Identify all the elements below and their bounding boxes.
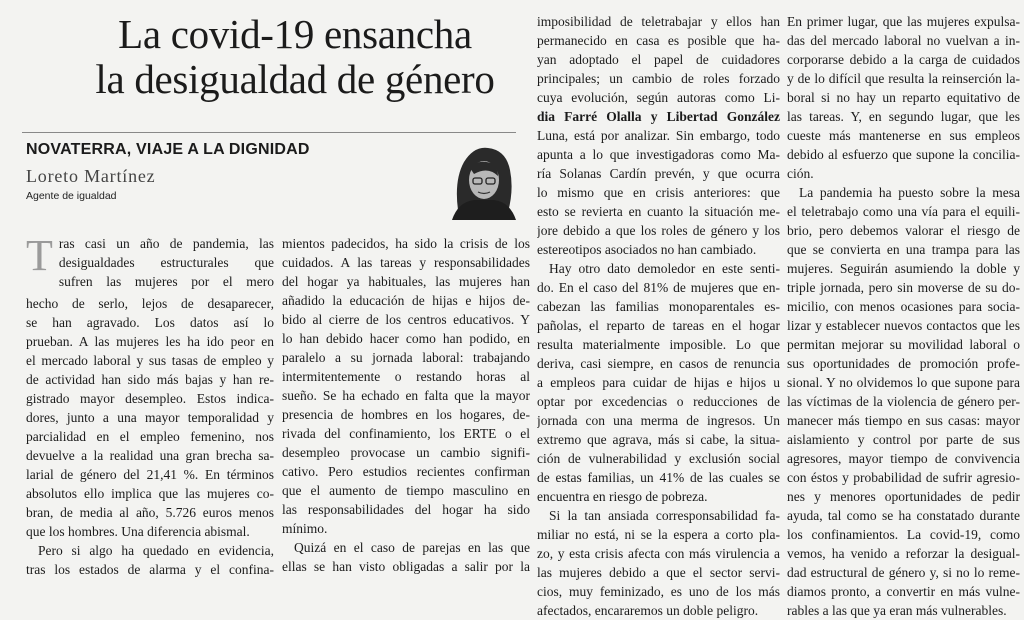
- text-line: de actividad han sido más bajas y han re-: [26, 372, 274, 387]
- text-line: parcialidad en el empleo femenino, nos: [26, 429, 274, 444]
- text-line: vemos, ha venido a reforzar la desigual-: [787, 546, 1020, 561]
- text-line: manecer más tiempo en sus casas: mayor: [787, 413, 1020, 428]
- text-line: agresores, mayor tiempo de convivencia: [787, 451, 1020, 466]
- text-line: ción.: [787, 166, 814, 181]
- text-line: principales; un cambio de roles forzado: [537, 71, 780, 86]
- text-line: permanecido en casa es posible que ha-: [537, 33, 780, 48]
- text-line: las tareas. Y, en segundo lugar, que les: [787, 109, 1020, 124]
- text-line: los confinamientos. La covid-19, como: [787, 527, 1020, 542]
- text-line: esto se revierta en cuanto la situación me-: [537, 204, 780, 219]
- text-line: mínimo.: [282, 521, 328, 536]
- text-line: sufren las mujeres por el mero: [58, 274, 274, 289]
- text-line: do. En el caso del 81% de mujeres que en-: [537, 280, 780, 295]
- text-line: se han agravado. Los datos así lo: [26, 315, 274, 330]
- text-line: afectados, encararemos un doble peligro.: [537, 603, 759, 618]
- text-line: del hogar ya habituales, las mujeres han: [282, 274, 530, 289]
- text-line: tras los estados de alarma y el confina-: [26, 562, 274, 577]
- text-line: ción de vulnerabilidad y exclusión social: [537, 451, 780, 466]
- text-line: corporarse debido a la carga de cuidados: [787, 52, 1020, 67]
- text-line: cuidados. A las tareas y responsabilidades: [282, 255, 530, 270]
- text-line: con éstos y probabilidad de sufrir agresio-: [787, 470, 1020, 485]
- text-line: pañolas, el reparto de tareas en el hogar: [537, 318, 780, 333]
- headline-line-1: La covid-19 ensancha: [118, 11, 472, 57]
- text-line: miliar no está, ni se la espera a corto pla-: [537, 527, 780, 542]
- text-line: Quizá en el caso de parejas en las que: [294, 540, 530, 555]
- text-line: las responsabilidades del hogar ha sido: [282, 502, 530, 517]
- column-2: [282, 234, 530, 576]
- text-line: cuya evolución, según autoras como Li-: [537, 90, 780, 105]
- text-line: dia Farré Olalla y Libertad González: [537, 109, 780, 124]
- text-line: estereotipos asociados no han cambiado.: [537, 242, 757, 257]
- text-line: nes y menores oportunidades de pedir: [787, 489, 1020, 504]
- author-role: Agente de igualdad: [26, 190, 117, 202]
- author-portrait: [444, 140, 520, 220]
- text-line: Luna, está por analizar. Sin embargo, todo: [537, 128, 780, 143]
- text-line: das del mercado laboral no vuelvan a in-: [787, 33, 1020, 48]
- text-line: optar por excedencias o reducciones de: [537, 394, 780, 409]
- text-line: presencia de hombres en los hogares, de-: [282, 407, 530, 422]
- text-line: de estas familias, un 41% de las cuales se: [537, 470, 780, 485]
- headline: [60, 12, 530, 102]
- text-line: diamos pronto, a convertir en más vulne-: [787, 584, 1020, 599]
- section-divider: [22, 132, 516, 133]
- text-line: sional. Y no olvidemos lo que supone para: [787, 375, 1020, 390]
- text-line: devuelve a la realidad una gran brecha sa-: [26, 448, 274, 463]
- text-line: el mercado laboral y sus tasas de empleo y: [26, 353, 274, 368]
- text-line: bran, de media al año, 5.726 euros menos: [26, 505, 274, 520]
- text-line: las mujeres debido a que el sector servi-: [537, 565, 780, 580]
- drop-cap: T: [26, 231, 53, 280]
- text-line: que se convierta en una trampa para las: [787, 242, 1020, 257]
- text-line: bido al cierre de los centros educativos. Y: [282, 312, 530, 327]
- text-line: zo, y esta crisis afecta con más virulencia a: [537, 546, 780, 561]
- text-line: añadido la educación de hijas e hijos de-: [282, 293, 530, 308]
- text-line: permitan mejorar su movilidad laboral o: [787, 337, 1020, 352]
- text-line: En primer lugar, que las mujeres expulsa-: [787, 14, 1020, 29]
- text-line: La pandemia ha puesto sobre la mesa: [799, 185, 1020, 200]
- text-line: absolutos ello implica que las mujeres co-: [26, 486, 274, 501]
- text-line: desigualdades estructurales que: [58, 255, 274, 270]
- text-line: mientos padecidos, ha sido la crisis de los: [282, 236, 530, 251]
- text-line: Pero si algo ha quedado en evidencia,: [38, 543, 274, 558]
- text-line: extremo que agrava, más si cabe, la situa-: [537, 432, 780, 447]
- text-line: larial de género del 21,41 %. En términos: [26, 467, 274, 482]
- text-line: dad estructural de género y, si no lo reme-: [787, 565, 1020, 580]
- headline-line-2: la desigualdad de género: [95, 56, 495, 102]
- text-line: hecho de serlo, lejos de desaparecer,: [26, 296, 274, 311]
- text-line: aislamiento y control por parte de sus: [787, 432, 1020, 447]
- text-line: y de lo difícil que resulta la reinserción la-: [787, 71, 1020, 86]
- text-line: yan adoptado el papel de cuidadores: [537, 52, 780, 67]
- text-line: rables a las que ya eran más vulnerables.: [787, 603, 1007, 618]
- text-line: Si la tan ansiada corresponsabilidad fa-: [549, 508, 780, 523]
- text-line: sueño. Se ha echado en falta que la mayor: [282, 388, 530, 403]
- text-line: cabezan las familias monoparentales es-: [537, 299, 780, 314]
- text-line: imposibilidad de teletrabajar y ellos han: [537, 14, 780, 29]
- text-line: ras casi un año de pandemia, las: [58, 236, 274, 251]
- text-line: deriva, casi siempre, en casos de renuncia: [537, 356, 780, 371]
- text-line: debido al esfuerzo que supone la concilia-: [787, 147, 1020, 162]
- text-line: que los hombres. Una diferencia abismal.: [26, 524, 250, 539]
- text-line: que el aumento de tiempo masculino en: [282, 483, 530, 498]
- column-4: [787, 12, 1020, 620]
- text-line: ría Solanas Cardín prevén, y que ocurra: [537, 166, 780, 181]
- text-line: ellas se han visto obligadas a salir por la: [282, 559, 530, 574]
- text-line: lo mismo que en crisis anteriores: que: [537, 185, 780, 200]
- text-line: jore debido a que los roles de género y los: [537, 223, 780, 238]
- text-line: resulta materialmente imposible. Lo que: [537, 337, 780, 352]
- text-line: ayuda, tal como se ha constatado durante: [787, 508, 1020, 523]
- section-title: NOVATERRA, VIAJE A LA DIGNIDAD: [26, 141, 310, 158]
- text-line: jornada con una merma de ingresos. Un: [537, 413, 780, 428]
- text-line: triple jornada, pero sin moverse de su do-: [787, 280, 1020, 295]
- text-line: apunta a lo que investigadoras como Ma-: [537, 147, 780, 162]
- text-line: desempleo provocase un cambio signifi-: [282, 445, 530, 460]
- column-1: [26, 231, 274, 579]
- text-line: brio, pero debemos valorar el riesgo de: [787, 223, 1020, 238]
- text-line: dores, junto a una mayor temporalidad y: [26, 410, 274, 425]
- text-line: mujeres. Seguirán asumiendo la doble y: [787, 261, 1020, 276]
- text-line: prueban. A las mujeres les ha ido peor en: [26, 334, 274, 349]
- text-line: lo han debido hacer como han podido, en: [282, 331, 530, 346]
- text-line: cativo. Pero estudios recientes confirman: [282, 464, 530, 479]
- text-line: sus oportunidades de promoción profe-: [787, 356, 1020, 371]
- text-line: rivada del confinamiento, los ERTE o el: [282, 426, 530, 441]
- text-line: lizar y establecer nuevos contactos que les: [787, 318, 1020, 333]
- text-line: el teletrabajo como una vía para el equili-: [787, 204, 1020, 219]
- text-line: gistrado mayor desempleo. Estos indica-: [26, 391, 274, 406]
- text-line: cueste más mantenerse en sus empleos: [787, 128, 1020, 143]
- text-line: boral si no hay un reparto equitativo de: [787, 90, 1020, 105]
- text-line: encuentra en riesgo de pobreza.: [537, 489, 708, 504]
- text-line: micilio, con menos ocasiones para socia-: [787, 299, 1020, 314]
- text-line: intermitentemente o restando horas al: [282, 369, 530, 384]
- text-line: paralelo a su jornada laboral: trabajando: [282, 350, 530, 365]
- text-line: las víctimas de la violencia de género per-: [787, 394, 1020, 409]
- text-line: Hay otro dato demoledor en este senti-: [549, 261, 780, 276]
- text-line: a empleos para cuidar de hijas e hijos u: [537, 375, 780, 390]
- column-3: [537, 12, 780, 620]
- author-name: Loreto Martínez: [26, 166, 156, 186]
- text-line: cios, muy feminizado, es uno de los más: [537, 584, 780, 599]
